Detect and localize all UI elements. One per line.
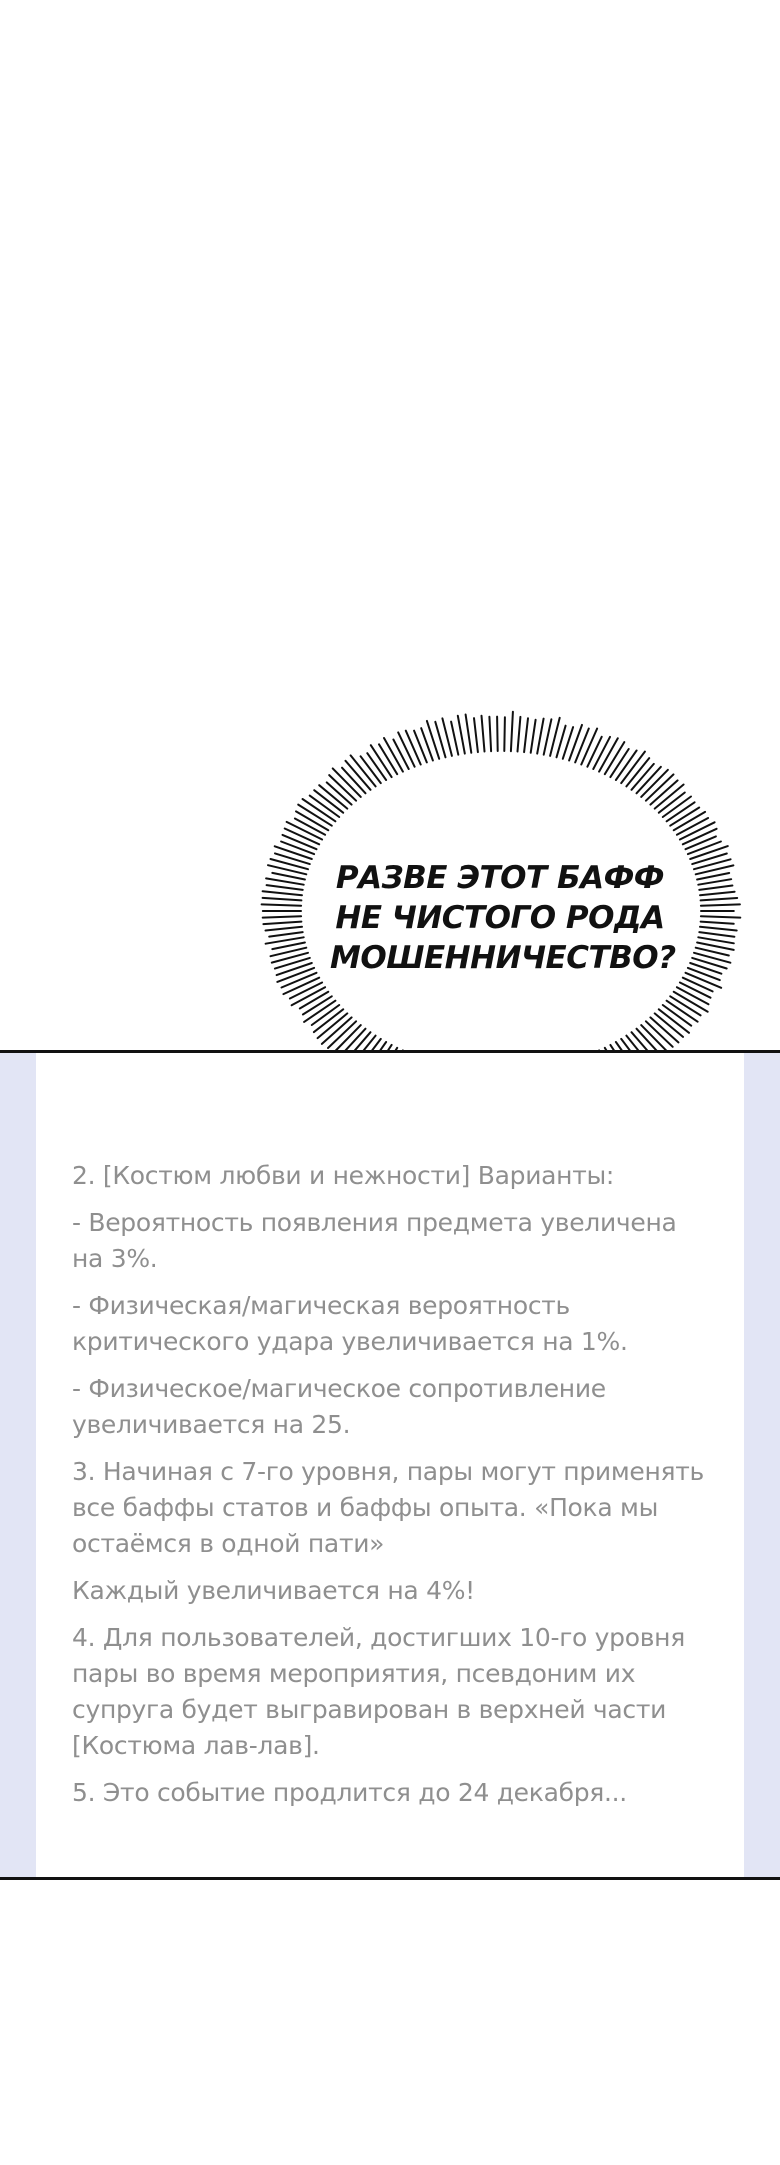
burst-ray <box>686 973 722 988</box>
burst-ray <box>406 731 421 765</box>
burst-ray <box>482 716 485 752</box>
burst-ray <box>263 922 301 925</box>
burst-ray <box>531 720 536 753</box>
burst-ray <box>466 715 472 753</box>
burst-ray <box>587 737 601 767</box>
burst-ray <box>700 892 735 896</box>
burst-ray <box>701 904 740 905</box>
burst-ray <box>272 943 305 950</box>
burst-ray <box>575 729 589 763</box>
notice-paragraph-7: 4. Для пользователей, достигших 10-го уровня пары во время мероприятия, псевдоним их супруга будет выгравирован в верхней части [Костюма лав-лав]. <box>72 1623 685 1760</box>
notice-paragraph-8: 5. Это событие продлится до 24 декабря... <box>72 1778 627 1807</box>
notice-paragraph-6: Каждый увеличивается на 4%! <box>72 1576 475 1605</box>
speech-line-1: РАЗВЕ ЭТОТ БАФФ <box>335 860 665 896</box>
burst-ray <box>698 879 731 885</box>
burst-ray <box>680 983 711 998</box>
burst-ray <box>489 717 491 751</box>
burst-ray <box>511 712 513 751</box>
burst-ray <box>518 717 521 752</box>
burst-ray <box>263 891 302 895</box>
burst-ray <box>690 846 728 859</box>
burst-ray <box>688 842 721 855</box>
burst-ray <box>701 898 738 900</box>
burst-ray <box>266 927 303 931</box>
burst-ray <box>263 898 302 901</box>
burst-ray <box>266 937 304 943</box>
burst-ray <box>700 927 737 931</box>
burst-ray <box>266 878 304 884</box>
burst-ray <box>367 753 386 780</box>
speech-line-3: МОШЕННИЧЕСТВО? <box>330 940 676 976</box>
burst-ray <box>688 968 720 980</box>
burst-ray <box>281 842 314 855</box>
burst-ray <box>379 744 397 774</box>
burst-ray <box>701 916 740 917</box>
burst-ray <box>262 904 302 905</box>
burst-ray <box>581 729 597 765</box>
burst-ray <box>277 963 312 975</box>
burst-ray <box>414 731 427 763</box>
burst-ray <box>537 719 543 754</box>
speech-line-2: НЕ ЧИСТОГО РОДА <box>335 900 665 936</box>
notice-paragraph-3: - Физическая/магическая вероятность критического удара увеличивается на 1%. <box>72 1291 628 1356</box>
notice-paragraph-4: - Физическое/магическое сопротивление увеличивается на 25. <box>72 1374 606 1439</box>
burst-ray <box>451 722 458 755</box>
burst-ray <box>544 719 552 754</box>
speech-bubble-text <box>330 858 676 978</box>
burst-ray <box>686 836 716 849</box>
notice-paragraph-2: - Вероятность появления предмета увеличена на 3%. <box>72 1208 677 1273</box>
burst-ray <box>610 749 628 777</box>
burst-ray <box>593 737 610 769</box>
burst-ray <box>269 932 303 937</box>
burst-ray <box>474 718 478 752</box>
notice-text <box>72 1158 712 1822</box>
notice-paragraph-5: 3. Начиная с 7-го уровня, пары могут применять все баффы статов и баффы опыта. «Пока мы остаёмся в одной пати» <box>72 1457 704 1558</box>
burst-ray <box>497 717 498 751</box>
burst-ray <box>699 886 732 890</box>
burst-ray <box>283 835 317 849</box>
burst-ray <box>504 717 505 751</box>
burst-ray <box>699 932 734 937</box>
burst-ray <box>272 873 305 880</box>
burst-ray <box>683 978 713 992</box>
burst-ray <box>393 740 408 770</box>
burst-ray <box>277 968 314 982</box>
burst-ray <box>458 716 465 754</box>
burst-ray <box>275 846 312 859</box>
burst-ray <box>524 718 528 752</box>
burst-ray <box>282 973 317 988</box>
burst-ray <box>267 885 303 890</box>
burst-ray <box>697 873 729 880</box>
burst-ray <box>263 916 301 917</box>
burst-ray <box>698 937 734 943</box>
notice-paragraph-1: 2. [Костюм любви и нежности] Варианты: <box>72 1161 615 1190</box>
burst-ray <box>701 922 734 924</box>
burst-ray <box>398 732 414 766</box>
